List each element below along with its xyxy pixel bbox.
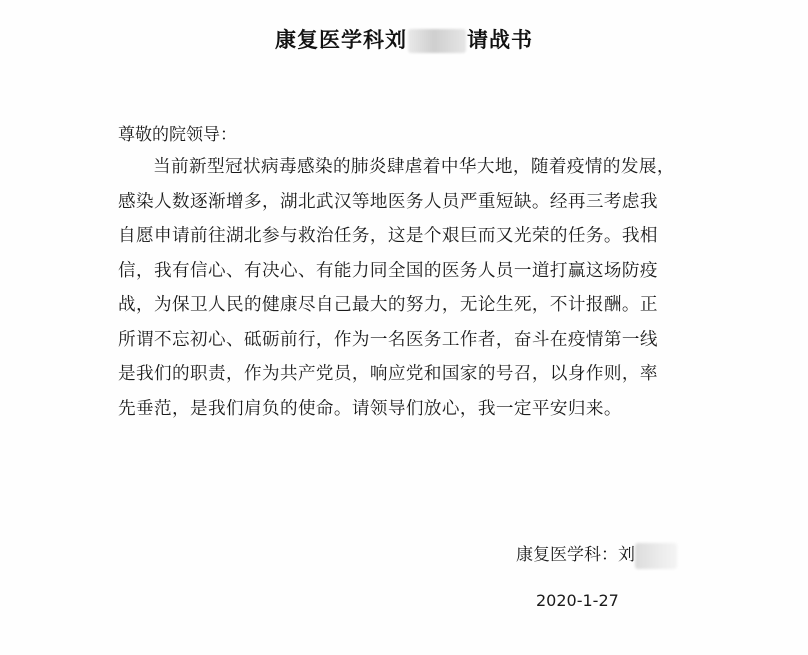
title-text-end: 请战书 xyxy=(467,28,533,52)
document-title xyxy=(0,24,808,54)
body-line: 当前新型冠状病毒感染的肺炎肆虐着中华大地，随着疫情的发展， xyxy=(153,157,675,177)
title-redaction-blur xyxy=(408,29,466,53)
body-line: 是我们的职责，作为共产党员，响应党和国家的号召，以身作则，率 xyxy=(118,364,658,384)
signature-date: 2020-1-27 xyxy=(536,591,619,610)
letter-body xyxy=(118,150,698,426)
salutation: 尊敬的院领导： xyxy=(118,125,237,145)
body-line: 战，为保卫人民的健康尽自己最大的努力，无论生死，不计报酬。正 xyxy=(118,295,658,315)
title-text-start: 康复医学科刘 xyxy=(275,28,407,52)
body-line: 自愿申请前往湖北参与救治任务，这是个艰巨而又光荣的任务。我相 xyxy=(118,226,658,246)
signature-redaction-blur xyxy=(635,543,677,569)
body-line: 感染人数逐渐增多，湖北武汉等地医务人员严重短缺。经再三考虑我 xyxy=(118,191,658,212)
body-line: 所谓不忘初心、砥砺前行，作为一名医务工作者，奋斗在疫情第一线 xyxy=(118,329,658,350)
body-line: 信，我有信心、有决心、有能力同全国的医务人员一道打赢这场防疫 xyxy=(118,260,658,281)
body-line: 先垂范，是我们肩负的使命。请领导们放心，我一定平安归来。 xyxy=(118,398,622,419)
signature-label: 康复医学科： xyxy=(516,545,618,565)
signature-line xyxy=(516,540,677,569)
signature-name-partial: 刘 xyxy=(618,545,635,565)
